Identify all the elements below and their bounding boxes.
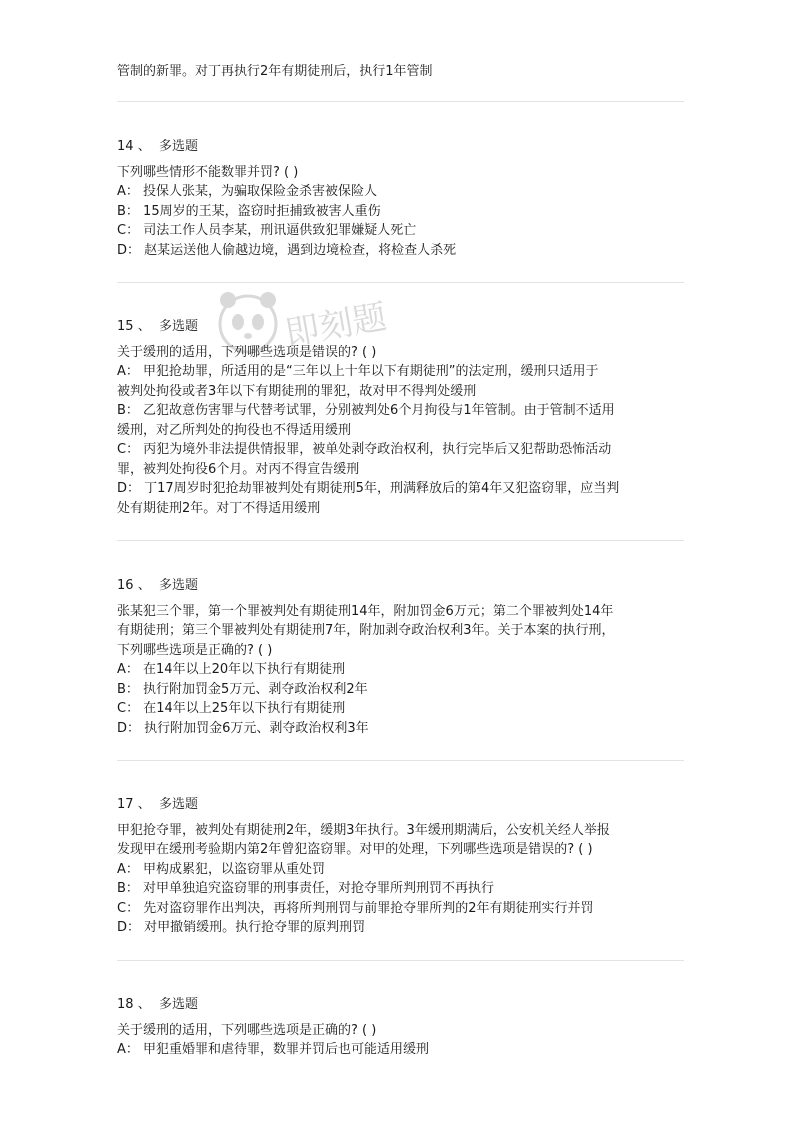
question-type: 多选题 (158, 319, 198, 334)
question-separator: 、 (137, 139, 151, 154)
divider (117, 540, 684, 541)
divider (117, 101, 684, 102)
question-18 (117, 995, 687, 1060)
question-separator: 、 (137, 997, 151, 1012)
intro-line: 管制的新罪。对丁再执行2年有期徒刑后，执行1年管制 (117, 64, 433, 79)
question-stem-line-3: 下列哪些选项是正确的? ( ) (117, 642, 273, 658)
option-c[interactable] (117, 440, 687, 479)
question-type: 多选题 (158, 578, 198, 593)
question-header (117, 576, 687, 596)
question-separator: 、 (137, 578, 151, 593)
question-header (117, 795, 687, 815)
question-number: 14 (117, 139, 134, 154)
option-b-line-2: 缓刑，对乙所判处的拘役也不得适用缓刑 (117, 422, 352, 438)
option-c-line-2: 罪，被判处拘役6个月。对丙不得宣告缓刑 (117, 461, 360, 477)
option-a-line-1: A： 甲犯抢劫罪，所适用的是“三年以上十年以下有期徒刑”的法定刑，缓刑只适用于 (117, 364, 599, 379)
divider (117, 960, 684, 961)
question-header (117, 137, 687, 157)
question-separator: 、 (137, 319, 151, 334)
option-b[interactable]: B： 执行附加罚金5万元、剥夺政治权利2年 (117, 681, 368, 697)
divider (117, 760, 684, 761)
question-stem-line-1: 张某犯三个罪，第一个罪被判处有期徒刑14年，附加罚金6万元；第二个罪被判处14年 (117, 603, 614, 619)
question-header (117, 317, 687, 337)
question-header (117, 995, 687, 1015)
option-b[interactable] (117, 401, 687, 440)
option-a[interactable] (117, 362, 687, 401)
question-stem: 下列哪些情形不能数罪并罚? ( ) (117, 164, 299, 180)
question-type: 多选题 (158, 797, 198, 812)
option-c[interactable]: C： 在14年以上25年以下执行有期徒刑 (117, 701, 346, 716)
question-type: 多选题 (158, 139, 198, 154)
option-d[interactable]: D： 赵某运送他人偷越边境，遇到边境检查，将检查人杀死 (117, 242, 457, 258)
question-stem-line-2: 发现甲在缓刑考验期内第2年曾犯盗窃罪。对甲的处理，下列哪些选项是错误的? ( ) (117, 842, 593, 857)
option-d-line-1: D： 丁17周岁时犯抢劫罪被判处有期徒刑5年，刑满释放后的第4年又犯盗窃罪，应当判 (117, 481, 620, 496)
option-a[interactable]: A： 甲构成累犯，以盗窃罪从重处罚 (117, 861, 326, 877)
question-stem: 关于缓刑的适用，下列哪些选项是正确的? ( ) (117, 1022, 377, 1038)
option-b[interactable]: B： 15周岁的王某，盗窃时拒捕致被害人重伤 (117, 203, 381, 219)
option-d[interactable]: D： 执行附加罚金6万元、剥夺政治权利3年 (117, 720, 369, 736)
option-b-line-1: B： 乙犯故意伤害罪与代替考试罪，分别被判处6个月拘役与1年管制。由于管制不适用 (117, 403, 615, 418)
option-a[interactable]: A： 甲犯重婚罪和虐待罪，数罪并罚后也可能适用缓刑 (117, 1042, 430, 1057)
option-b[interactable]: B： 对甲单独追究盗窃罪的刑事责任，对抢夺罪所判刑罚不再执行 (117, 881, 495, 896)
option-a[interactable]: A： 在14年以上20年以下执行有期徒刑 (117, 662, 346, 677)
question-stem: 关于缓刑的适用，下列哪些选项是错误的? ( ) (117, 344, 377, 360)
option-d[interactable] (117, 479, 687, 518)
option-a-line-2: 被判处拘役或者3年以下有期徒刑的罪犯，故对甲不得判处缓刑 (117, 383, 477, 399)
question-14 (117, 137, 687, 260)
option-c[interactable]: C： 先对盗窃罪作出判决，再将所判刑罚与前罪抢夺罪所判的2年有期徒刑实行并罚 (117, 900, 594, 916)
question-type: 多选题 (158, 997, 198, 1012)
question-number: 18 (117, 997, 134, 1012)
question-separator: 、 (137, 797, 151, 812)
watermark-text: 即刻题 (282, 296, 390, 355)
option-a[interactable]: A： 投保人张某，为骗取保险金杀害被保险人 (117, 184, 378, 199)
divider (117, 282, 684, 283)
option-d[interactable]: D： 对甲撤销缓刑。执行抢夺罪的原判刑罚 (117, 920, 366, 935)
question-stem-line-1: 甲犯抢夺罪，被判处有期徒刑2年，缓期3年执行。3年缓刑期满后，公安机关经人举报 (117, 822, 610, 838)
question-16 (117, 576, 687, 738)
option-c-line-1: C： 丙犯为境外非法提供情报罪，被单处剥夺政治权利，执行完毕后又犯帮助恐怖活动 (117, 442, 612, 457)
option-d-line-2: 处有期徒刑2年。对丁不得适用缓刑 (117, 500, 321, 516)
option-c[interactable]: C： 司法工作人员李某，刑讯逼供致犯罪嫌疑人死亡 (117, 223, 417, 238)
question-number: 15 (117, 319, 134, 334)
question-15 (117, 317, 687, 518)
question-number: 16 (117, 578, 134, 593)
question-number: 17 (117, 797, 134, 812)
question-17 (117, 795, 687, 938)
question-stem-line-2: 有期徒刑；第三个罪被判处有期徒刑7年，附加剥夺政治权利3年。关于本案的执行刑， (117, 623, 615, 638)
